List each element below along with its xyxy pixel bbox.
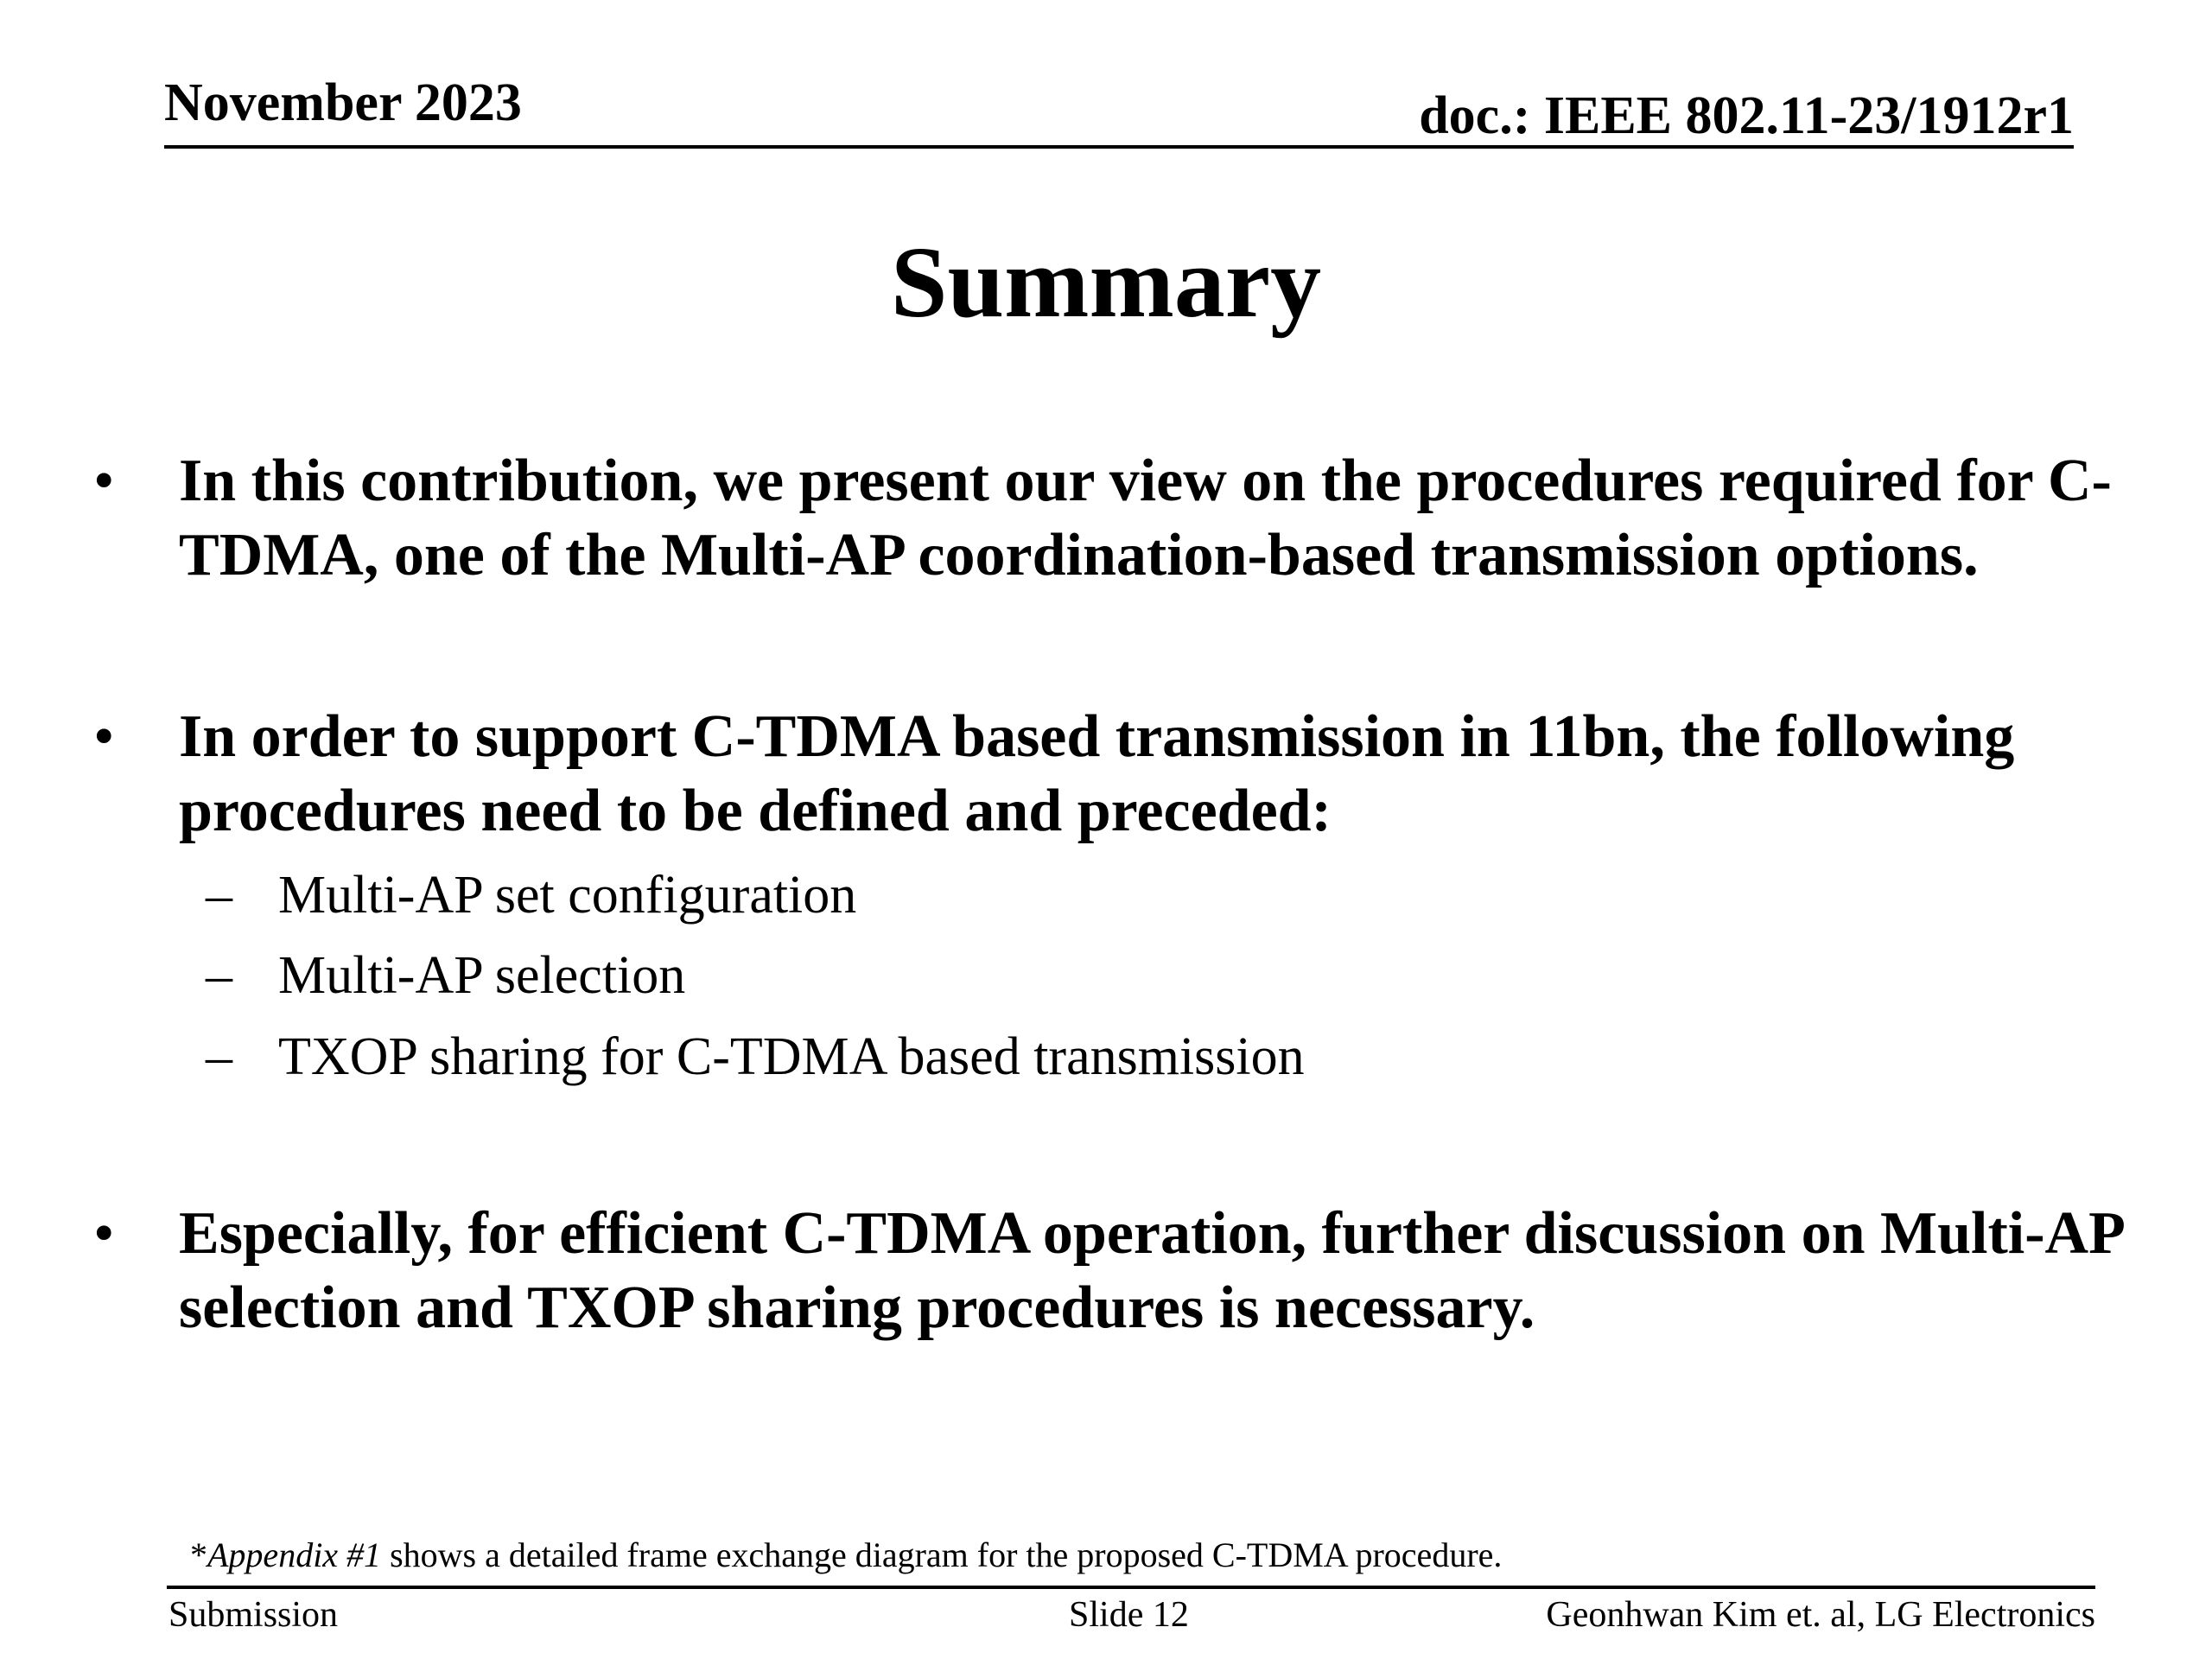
sub-bullet-text: Multi-AP selection <box>278 946 686 1005</box>
sub-bullet-marker: – <box>206 946 232 1005</box>
bullet-text: In order to support C-TDMA based transmission in 11bn, the following procedures need to be defined and preceded: <box>179 703 2015 844</box>
footer-submission: Submission <box>168 1595 339 1635</box>
header-date: November 2023 <box>164 73 522 132</box>
footnote-text: shows a detailed frame exchange diagram for the proposed C-TDMA procedure. <box>381 1535 1503 1574</box>
slide-title: Summary <box>890 226 1322 339</box>
sub-bullet-text: Multi-AP set configuration <box>278 866 857 925</box>
bullet-marker: • <box>93 1200 115 1267</box>
bullet-marker: • <box>93 703 115 770</box>
bullet-text: In this contribution, we present our view on the procedures required for C-TDMA, one of the Multi-AP coordination-based transmission options. <box>179 448 2112 588</box>
footnote-prefix: * <box>190 1535 207 1574</box>
header-divider <box>164 145 2074 149</box>
bullet-marker: • <box>93 448 115 514</box>
header-doc-id: doc.: IEEE 802.11-23/1912r1 <box>1419 86 2074 145</box>
sub-bullet-marker: – <box>206 1027 232 1086</box>
sub-bullet-text: TXOP sharing for C-TDMA based transmission <box>278 1027 1305 1086</box>
footer-author: Geonhwan Kim et. al, LG Electronics <box>1546 1595 2095 1635</box>
bullet-text: Especially, for efficient C-TDMA operation, further discussion on Multi-AP selection and TXOP sharing procedures is necessary. <box>179 1200 2122 1341</box>
footer-divider <box>167 1586 2095 1589</box>
sub-bullet-marker: – <box>206 866 232 925</box>
footnote <box>190 1535 1503 1574</box>
footer-slide-number: Slide 12 <box>1069 1595 1189 1635</box>
footnote-appendix-ref: Appendix #1 <box>207 1535 382 1574</box>
